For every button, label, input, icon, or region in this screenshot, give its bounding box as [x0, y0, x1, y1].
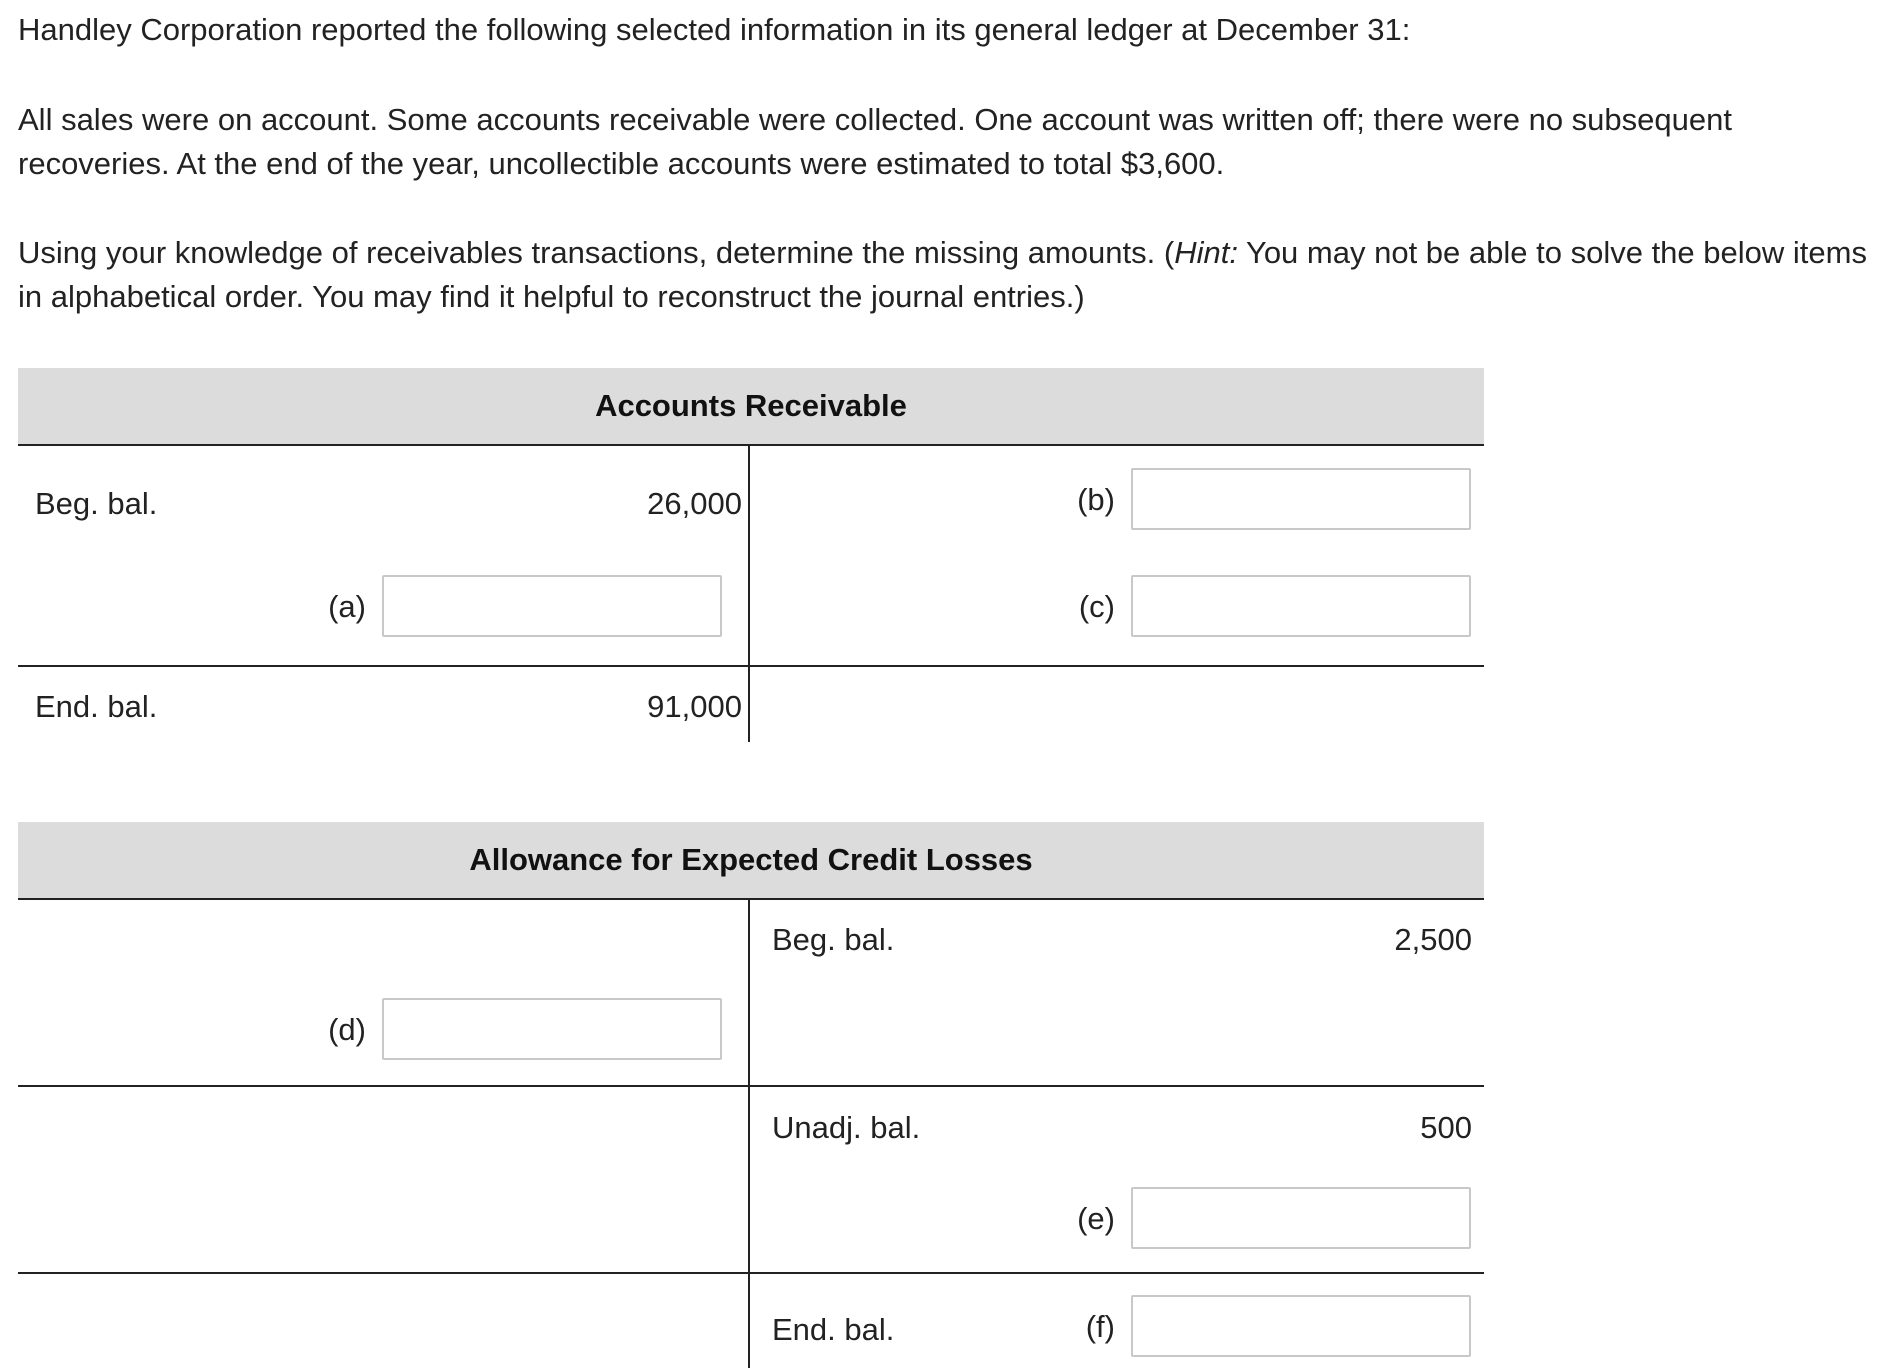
allowance-beg-bal-label: Beg. bal.: [772, 922, 895, 957]
instructions-text-b: You may not be able to solve the below items: [1237, 235, 1867, 270]
conditions-line-1: All sales were on account. Some accounts receivable were collected. One account was written off; there were no subsequent: [18, 102, 1732, 137]
ar-t-account-header: [18, 368, 1484, 446]
ar-c-label: (c): [1078, 589, 1115, 624]
allowance-vertical-divider: [748, 900, 750, 1368]
instructions-paragraph: [18, 231, 1878, 319]
ar-beg-bal-value: 26,000: [647, 486, 742, 521]
allowance-unadj-bal-value: 500: [1420, 1110, 1472, 1145]
allowance-f-input[interactable]: [1131, 1295, 1471, 1357]
allowance-t-account-header: [18, 822, 1484, 900]
ar-a-label: (a): [328, 589, 366, 624]
instructions-line-1: [18, 231, 1878, 275]
allowance-title: Allowance for Expected Credit Losses: [469, 842, 1033, 877]
allowance-f-label: (f): [1085, 1309, 1115, 1344]
intro-paragraph: [18, 8, 1878, 52]
conditions-paragraph: [18, 98, 1878, 186]
ar-a-input[interactable]: [382, 575, 722, 637]
ar-total-line: [18, 665, 1484, 667]
instructions-line-2: in alphabetical order. You may find it helpful to reconstruct the journal entries.): [18, 279, 1085, 314]
ar-beg-bal-label: Beg. bal.: [35, 486, 158, 521]
hint-label: Hint:: [1174, 235, 1238, 270]
allowance-beg-bal-value: 2,500: [1394, 922, 1472, 957]
ar-c-input[interactable]: [1131, 575, 1471, 637]
intro-line: Handley Corporation reported the following selected information in its general ledger at December 31:: [18, 12, 1411, 47]
allowance-d-input[interactable]: [382, 998, 722, 1060]
allowance-end-bal-label: End. bal.: [772, 1312, 895, 1347]
allowance-d-label: (d): [328, 1012, 366, 1047]
allowance-unadj-bal-label: Unadj. bal.: [772, 1110, 921, 1145]
allowance-e-label: (e): [1077, 1201, 1115, 1236]
instructions-text-a: Using your knowledge of receivables transactions, determine the missing amounts. (: [18, 235, 1175, 270]
ar-b-input[interactable]: [1131, 468, 1471, 530]
allowance-e-input[interactable]: [1131, 1187, 1471, 1249]
ar-end-bal-label: End. bal.: [35, 689, 158, 724]
ar-title: Accounts Receivable: [595, 388, 907, 423]
allowance-unadjusted-line: [18, 1085, 1484, 1087]
allowance-total-line: [18, 1272, 1484, 1274]
ar-vertical-divider: [748, 446, 750, 742]
conditions-line-2: recoveries. At the end of the year, uncollectible accounts were estimated to total $3,600.: [18, 146, 1225, 181]
ar-b-label: (b): [1077, 482, 1115, 517]
ar-end-bal-value: 91,000: [647, 689, 742, 724]
